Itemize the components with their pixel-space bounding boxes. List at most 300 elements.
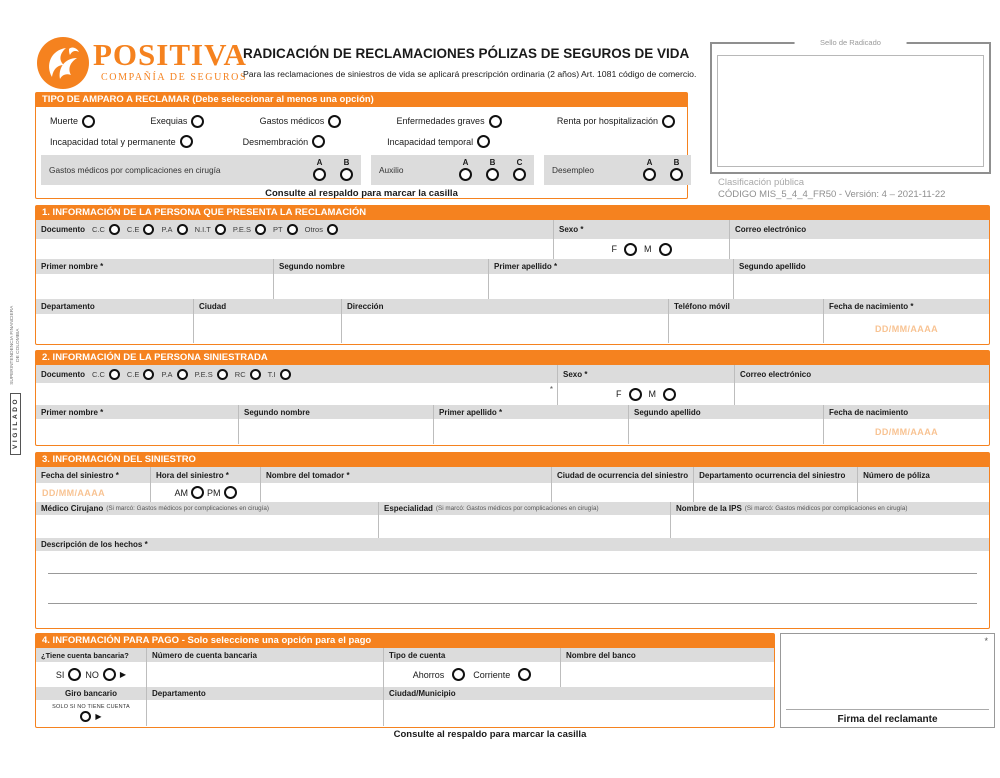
s2-sexo-col — [557, 365, 734, 405]
s1-primer-nombre-header — [36, 259, 273, 274]
option-letter: A — [462, 158, 469, 167]
correo-label: Correo electrónico — [735, 225, 807, 234]
field-hint: (Si marcó: Gastos médicos por complicaciones en cirugía) — [106, 505, 269, 512]
s2-correo-header — [735, 365, 989, 383]
doc-option-label: N.I.T — [194, 225, 211, 234]
stamp-box — [710, 38, 991, 174]
option-letter: A — [646, 158, 653, 167]
s3-ips-col — [670, 502, 989, 538]
writing-line — [48, 603, 977, 604]
s1-direccion-col — [341, 299, 668, 343]
option-letter: B — [343, 158, 350, 167]
date-placeholder: DD/MM/AAAA — [875, 426, 938, 437]
s2-primer-nombre-input[interactable] — [36, 419, 238, 444]
radio-corriente-icon[interactable] — [518, 668, 531, 681]
field-label: Médico Cirujano — [41, 504, 104, 513]
amparo-note: Consulte al respaldo para marcar la casilla — [265, 188, 458, 199]
s4-giro-header — [36, 687, 146, 700]
doc-option-label: RC — [234, 369, 246, 379]
brand-tagline: COMPAÑÍA DE SEGUROS — [101, 72, 248, 83]
field-label: Segundo apellido — [634, 407, 701, 417]
amparo-row2 — [36, 129, 687, 151]
s2-segundo-nombre-header — [239, 405, 433, 419]
s1-telefono-input[interactable] — [669, 314, 823, 343]
s1-row-documento — [36, 220, 989, 259]
arrow-right-icon: ▶ — [119, 669, 127, 679]
s3-hora-siniestro-header — [151, 467, 260, 483]
s4-giro-input — [36, 700, 146, 726]
sexo-label: Sexo * — [559, 225, 584, 234]
radio-incapacidad-temporal-icon[interactable] — [477, 135, 490, 148]
vigilado-label: VIGILADO — [10, 393, 21, 455]
option-b[interactable] — [340, 159, 353, 181]
writing-line — [48, 573, 977, 574]
option-label: Enfermedades graves — [396, 116, 485, 126]
amparo-row3 — [36, 155, 687, 185]
sexo-label: Sexo * — [563, 369, 588, 379]
s1-telefono-header — [669, 299, 823, 314]
arrow-right-icon: ▶ — [95, 711, 102, 721]
s3-departamento-ocurrencia-input[interactable] — [694, 483, 857, 502]
field-hint: (Si marcó: Gastos médicos por complicaciones en cirugía) — [744, 505, 908, 512]
sexo-f-label: F — [611, 244, 617, 254]
stamp-label: Sello de Radicado — [794, 38, 907, 47]
s1-fecha-nacimiento-header — [824, 299, 989, 314]
radio-s1-otros-icon[interactable] — [327, 224, 338, 235]
s2-primer-apellido-col — [433, 405, 628, 444]
s2-fecha-nacimiento-col — [823, 405, 989, 444]
doc-option-label: P.A — [161, 369, 173, 379]
field-label: Tipo de cuenta — [389, 650, 446, 660]
doc-option-label: C.E — [126, 369, 140, 379]
s3-departamento-ocurrencia-header — [694, 467, 857, 483]
s4-banco-header — [561, 648, 774, 662]
s3-medico-input[interactable] — [36, 515, 378, 538]
s3-fecha-siniestro-input[interactable] — [36, 483, 150, 502]
field-label: Fecha del siniestro * — [41, 470, 119, 480]
documento-label: Documento — [41, 225, 85, 234]
s4-tipo-cuenta-col — [383, 648, 560, 687]
field-label: Primer nombre * — [41, 407, 104, 417]
date-placeholder: DD/MM/AAAA — [875, 323, 938, 334]
s3-hora-siniestro-col — [150, 467, 260, 502]
s1-row-ubicacion — [36, 299, 989, 343]
radio-auxilio-c-icon[interactable] — [513, 168, 526, 181]
field-label: Primer apellido * — [439, 407, 503, 417]
s4-banco-input[interactable] — [561, 662, 774, 687]
radio-s2-ce-icon[interactable] — [143, 369, 154, 380]
option-label: Incapacidad total y permanente — [50, 136, 176, 147]
sexo-m-label: M — [648, 389, 656, 399]
field-hint: (Si marcó: Gastos médicos por complicaciones en cirugía) — [435, 505, 599, 512]
field-label: Fecha de nacimiento * — [829, 302, 914, 311]
option-a[interactable] — [643, 159, 656, 181]
s1-doc-nit[interactable] — [195, 224, 226, 235]
s1-ciudad-col — [193, 299, 341, 343]
option-letter: B — [489, 158, 496, 167]
field-label: Especialidad — [384, 504, 433, 513]
am-label: AM — [174, 487, 188, 498]
radio-desmembracion-icon[interactable] — [312, 135, 325, 148]
radio-auxilio-a-icon[interactable] — [459, 168, 472, 181]
signature-label: Firma del reclamante — [837, 714, 938, 725]
s4-departamento-header — [147, 687, 383, 700]
s4-tipo-cuenta-input — [384, 662, 560, 687]
s3-descripcion-input[interactable] — [36, 551, 989, 627]
radio-desempleo-a-icon[interactable] — [643, 168, 656, 181]
radio-gastos-cirugia-b-icon[interactable] — [340, 168, 353, 181]
s1-segundo-apellido-col — [733, 259, 989, 299]
s1-correo-col — [729, 220, 989, 259]
field-label: Número de cuenta bancaria — [152, 650, 257, 660]
field-label: Primer nombre * — [41, 262, 104, 271]
doc-option-label: C.E — [126, 225, 140, 234]
radio-s1-pa-icon[interactable] — [177, 224, 188, 235]
doc-option-label: T.I — [267, 369, 276, 379]
s4-row1 — [36, 648, 774, 687]
field-label: Número de póliza — [863, 470, 930, 480]
s1-doc-pt[interactable] — [273, 224, 298, 235]
s3-ips-header — [671, 502, 989, 515]
s3-row-descripcion — [36, 538, 989, 627]
radio-s1-nit-icon[interactable] — [215, 224, 226, 235]
radio-gastos-cirugia-a-icon[interactable] — [313, 168, 326, 181]
page-subtitle: Para las reclamaciones de siniestros de vida se aplicará prescripción ordinaria (2 años) Art. 1081 código de comercio. — [243, 69, 697, 79]
radio-s2-sexo-f-icon[interactable] — [629, 388, 642, 401]
s1-documento-input[interactable] — [36, 239, 553, 259]
s3-especialidad-header — [379, 502, 670, 515]
corriente-label: Corriente — [473, 669, 511, 680]
s3-tomador-col — [260, 467, 551, 502]
s4-numero-cuenta-input[interactable] — [147, 662, 383, 687]
s2-segundo-apellido-col — [628, 405, 823, 444]
s2-sexo-input — [558, 383, 734, 405]
s1-documento-col — [36, 220, 553, 259]
option-b[interactable] — [670, 159, 683, 181]
s1-segundo-apellido-header — [734, 259, 989, 274]
group-label: Auxilio — [379, 165, 404, 175]
s2-primer-nombre-header — [36, 405, 238, 419]
s4-numero-cuenta-header — [147, 648, 383, 662]
section-2-header: 2. INFORMACIÓN DE LA PERSONA SINIESTRADA — [36, 351, 989, 365]
s3-row2 — [36, 502, 989, 538]
amparo-option-renta-hospitalizacion[interactable] — [557, 115, 675, 128]
amparo-option-exequias[interactable] — [150, 115, 204, 128]
s1-ciudad-header — [194, 299, 341, 314]
s3-tomador-input[interactable] — [261, 483, 551, 502]
field-label: Primer apellido * — [494, 262, 558, 271]
s3-medico-header — [36, 502, 378, 515]
s3-tomador-header — [261, 467, 551, 483]
s2-fecha-nacimiento-header — [824, 405, 989, 419]
s1-sexo-input — [554, 239, 729, 259]
section-3 — [35, 452, 990, 629]
signature-line — [786, 709, 989, 710]
field-label: ¿Tiene cuenta bancaria? — [41, 650, 129, 660]
radio-muerte-icon[interactable] — [82, 115, 95, 128]
s1-ciudad-input[interactable] — [194, 314, 341, 343]
radio-s1-pt-icon[interactable] — [287, 224, 298, 235]
doc-option-label: C.C — [92, 369, 105, 379]
s2-doc-ce[interactable] — [127, 369, 155, 380]
amparo-row1 — [36, 107, 687, 129]
s1-direccion-header — [342, 299, 668, 314]
section-amparo — [35, 92, 688, 199]
amparo-group-gastos-cirugia — [41, 155, 361, 185]
form-code-text: CÓDIGO MIS_5_4_4_FR50 - Versión: 4 – 2021-11-22 — [718, 189, 946, 200]
signature-box[interactable] — [780, 633, 995, 728]
stamp-area — [717, 55, 984, 167]
group-label: Gastos médicos por complicaciones en cirugía — [49, 165, 221, 175]
amparo-option-desmembracion[interactable] — [243, 135, 326, 148]
radio-cuenta-si-icon[interactable] — [68, 668, 81, 681]
s3-numero-poliza-header — [858, 467, 989, 483]
radio-ahorros-icon[interactable] — [452, 668, 465, 681]
radio-s2-pa-icon[interactable] — [177, 369, 188, 380]
s4-departamento-col — [146, 687, 383, 726]
s2-doc-cc[interactable] — [92, 369, 120, 380]
s4-departamento-input[interactable] — [147, 700, 383, 726]
required-mark: * — [984, 636, 988, 646]
correo-label: Correo electrónico — [740, 369, 812, 379]
s3-ciudad-ocurrencia-input[interactable] — [552, 483, 693, 502]
field-label: Dirección — [347, 302, 384, 311]
doc-option-label: PT — [273, 225, 283, 234]
s3-descripcion-header — [36, 538, 989, 551]
field-label: Fecha de nacimiento — [829, 407, 909, 417]
section-amparo-header: TIPO DE AMPARO A RECLAMAR (Debe seleccionar al menos una opción) — [36, 93, 687, 107]
s3-ciudad-ocurrencia-col — [551, 467, 693, 502]
s4-numero-cuenta-col — [146, 648, 383, 687]
amparo-option-muerte[interactable] — [50, 115, 95, 128]
s4-ciudad-col — [383, 687, 774, 726]
s1-departamento-col — [36, 299, 193, 343]
option-b[interactable] — [486, 159, 499, 181]
field-label: Descripción de los hechos * — [41, 540, 148, 549]
field-label: Ciudad/Municipio — [389, 689, 456, 698]
radio-pm-icon[interactable] — [224, 486, 237, 499]
s4-ciudad-input[interactable] — [384, 700, 774, 726]
radio-s2-ti-icon[interactable] — [280, 369, 291, 380]
field-label: Nombre del tomador * — [266, 470, 350, 480]
option-label: Incapacidad temporal — [387, 136, 474, 147]
s2-row-documento — [36, 365, 989, 405]
radio-am-icon[interactable] — [191, 486, 204, 499]
s1-primer-nombre-input[interactable] — [36, 274, 273, 299]
option-label: Desmembración — [242, 136, 309, 147]
s2-doc-rc[interactable] — [235, 369, 261, 380]
s2-correo-col — [734, 365, 989, 405]
s2-correo-input[interactable] — [735, 383, 989, 405]
radio-gastos-medicos-icon[interactable] — [328, 115, 341, 128]
s2-segundo-nombre-input[interactable] — [239, 419, 433, 444]
section-4-header: 4. INFORMACIÓN PARA PAGO - Solo seleccione una opción para el pago — [36, 634, 774, 648]
radio-s2-rc-icon[interactable] — [250, 369, 261, 380]
s3-especialidad-input[interactable] — [379, 515, 670, 538]
s1-segundo-nombre-header — [274, 259, 488, 274]
field-label: Teléfono móvil — [674, 302, 730, 311]
doc-option-label: P.E.S — [194, 369, 213, 379]
option-label: Exequias — [150, 116, 188, 126]
s1-primer-apellido-input[interactable] — [489, 274, 733, 299]
amparo-group-desempleo — [544, 155, 691, 185]
option-letter: C — [516, 158, 523, 167]
s1-segundo-nombre-input[interactable] — [274, 274, 488, 299]
s4-tiene-cuenta-header — [36, 648, 146, 662]
s2-segundo-apellido-header — [629, 405, 823, 419]
s1-fecha-nacimiento-input[interactable] — [824, 314, 989, 343]
s4-row2 — [36, 687, 774, 726]
s1-doc-ce[interactable] — [127, 224, 155, 235]
field-label: Nombre del banco — [566, 650, 636, 660]
s1-departamento-input[interactable] — [36, 314, 193, 343]
footer-note: Consulte al respaldo para marcar la casilla — [393, 729, 587, 740]
radio-s1-ce-icon[interactable] — [143, 224, 154, 235]
s3-medico-col — [36, 502, 378, 538]
section-1 — [35, 205, 990, 345]
sexo-f-label: F — [616, 389, 622, 399]
s2-primer-apellido-input[interactable] — [434, 419, 628, 444]
s3-ciudad-ocurrencia-header — [552, 467, 693, 483]
s3-especialidad-col — [378, 502, 670, 538]
s4-banco-col — [560, 648, 774, 687]
radio-s2-sexo-m-icon[interactable] — [663, 388, 676, 401]
radio-auxilio-b-icon[interactable] — [486, 168, 499, 181]
s2-segundo-nombre-col — [238, 405, 433, 444]
s2-doc-pa[interactable] — [161, 369, 187, 380]
doc-option-label: Otros — [304, 225, 323, 234]
s2-fecha-nacimiento-input[interactable] — [824, 419, 989, 444]
vigilado-sidebar — [10, 280, 21, 455]
doc-option-label: C.C — [92, 225, 105, 234]
page-title: RADICACIÓN DE RECLAMACIONES PÓLIZAS DE SEGUROS DE VIDA — [243, 46, 690, 61]
s1-telefono-col — [668, 299, 823, 343]
s1-doc-pes[interactable] — [233, 224, 266, 235]
amparo-group-auxilio — [371, 155, 534, 185]
classification-text: Clasificación pública — [718, 177, 805, 188]
s2-row-nombres — [36, 405, 989, 444]
s3-departamento-ocurrencia-col — [693, 467, 857, 502]
si-label: SI — [55, 669, 65, 680]
s3-hora-siniestro-input — [151, 483, 260, 502]
giro-note: SOLO SI NO TIENE CUENTA — [52, 704, 130, 710]
radio-incapacidad-total-icon[interactable] — [180, 135, 193, 148]
radio-s1-sexo-f-icon[interactable] — [624, 243, 637, 256]
radio-desempleo-b-icon[interactable] — [670, 168, 683, 181]
field-label: Segundo apellido — [739, 262, 806, 271]
field-label: Departamento — [152, 689, 206, 698]
s4-tipo-cuenta-header — [384, 648, 560, 662]
s4-ciudad-header — [384, 687, 774, 700]
pm-label: PM — [207, 487, 221, 498]
s1-doc-otros[interactable] — [305, 224, 338, 235]
s3-numero-poliza-col — [857, 467, 989, 502]
field-label: Nombre de la IPS — [676, 504, 742, 513]
s1-segundo-apellido-input[interactable] — [734, 274, 989, 299]
amparo-option-incapacidad-temporal[interactable] — [387, 135, 490, 148]
s1-doc-pa[interactable] — [161, 224, 187, 235]
s2-documento-col — [36, 365, 557, 405]
positiva-logo-icon — [36, 36, 90, 90]
s3-fecha-siniestro-header — [36, 467, 150, 483]
s1-correo-input[interactable] — [730, 239, 989, 259]
s2-doc-ti[interactable] — [268, 369, 291, 380]
s4-giro-col — [36, 687, 146, 726]
option-label: Gastos médicos — [259, 116, 325, 126]
sexo-m-label: M — [644, 244, 652, 254]
amparo-option-enfermedades-graves[interactable] — [397, 115, 502, 128]
option-a[interactable] — [313, 159, 326, 181]
s1-row-nombres — [36, 259, 989, 299]
s1-departamento-header — [36, 299, 193, 314]
required-mark: * — [549, 385, 553, 394]
s1-direccion-input[interactable] — [342, 314, 668, 343]
field-label: Ciudad de ocurrencia del siniestro — [557, 470, 689, 480]
radio-s1-sexo-m-icon[interactable] — [659, 243, 672, 256]
s3-row1 — [36, 467, 989, 502]
s3-ips-input[interactable] — [671, 515, 989, 538]
section-1-header: 1. INFORMACIÓN DE LA PERSONA QUE PRESENTA LA RECLAMACIÓN — [36, 206, 989, 220]
radio-cuenta-no-icon[interactable] — [103, 668, 116, 681]
radio-s1-pes-icon[interactable] — [255, 224, 266, 235]
field-label: Departamento — [41, 302, 95, 311]
section-3-header: 3. INFORMACIÓN DEL SINIESTRO — [36, 453, 989, 467]
s3-numero-poliza-input[interactable] — [858, 483, 989, 502]
brand-name: POSITIVA — [93, 37, 247, 72]
amparo-option-incapacidad-total[interactable] — [50, 135, 193, 148]
s4-tiene-cuenta-col — [36, 648, 146, 687]
option-label: Muerte — [50, 116, 79, 126]
superintendencia-label — [10, 306, 21, 385]
s1-segundo-nombre-col — [273, 259, 488, 299]
radio-s1-cc-icon[interactable] — [109, 224, 120, 235]
radio-renta-hospitalizacion-icon[interactable] — [662, 115, 675, 128]
superintendencia-line2: DE COLOMBIA — [15, 328, 21, 362]
field-label: Departamento ocurrencia del siniestro — [699, 470, 846, 480]
s1-doc-cc[interactable] — [92, 224, 120, 235]
radio-giro-icon[interactable] — [80, 711, 91, 722]
radio-enfermedades-graves-icon[interactable] — [489, 115, 502, 128]
brand-block — [93, 37, 248, 83]
section-2 — [35, 350, 990, 446]
s2-segundo-apellido-input[interactable] — [629, 419, 823, 444]
superintendencia-line1: SUPERINTENDENCIA FINANCIERA — [10, 305, 15, 385]
s2-primer-nombre-col — [36, 405, 238, 444]
option-letter: A — [316, 158, 323, 167]
s1-fecha-nacimiento-col — [823, 299, 989, 343]
option-c[interactable] — [513, 159, 526, 181]
no-label: NO — [85, 669, 99, 680]
s2-doc-pes[interactable] — [195, 369, 228, 380]
field-label: Segundo nombre — [244, 407, 310, 417]
group-label: Desempleo — [552, 165, 594, 175]
s2-primer-apellido-header — [434, 405, 628, 419]
radio-s2-cc-icon[interactable] — [109, 369, 120, 380]
amparo-option-gastos-medicos[interactable] — [260, 115, 342, 128]
option-a[interactable] — [459, 159, 472, 181]
s1-primer-apellido-col — [488, 259, 733, 299]
s2-documento-header — [36, 365, 557, 383]
s1-correo-header — [730, 220, 989, 239]
s2-documento-input[interactable] — [36, 383, 557, 405]
field-label: Giro bancario — [64, 689, 117, 698]
s2-sexo-header — [558, 365, 734, 383]
s1-documento-header — [36, 220, 553, 239]
radio-s2-pes-icon[interactable] — [217, 369, 228, 380]
radio-exequias-icon[interactable] — [191, 115, 204, 128]
s1-sexo-col — [553, 220, 729, 259]
documento-label: Documento — [41, 369, 85, 379]
